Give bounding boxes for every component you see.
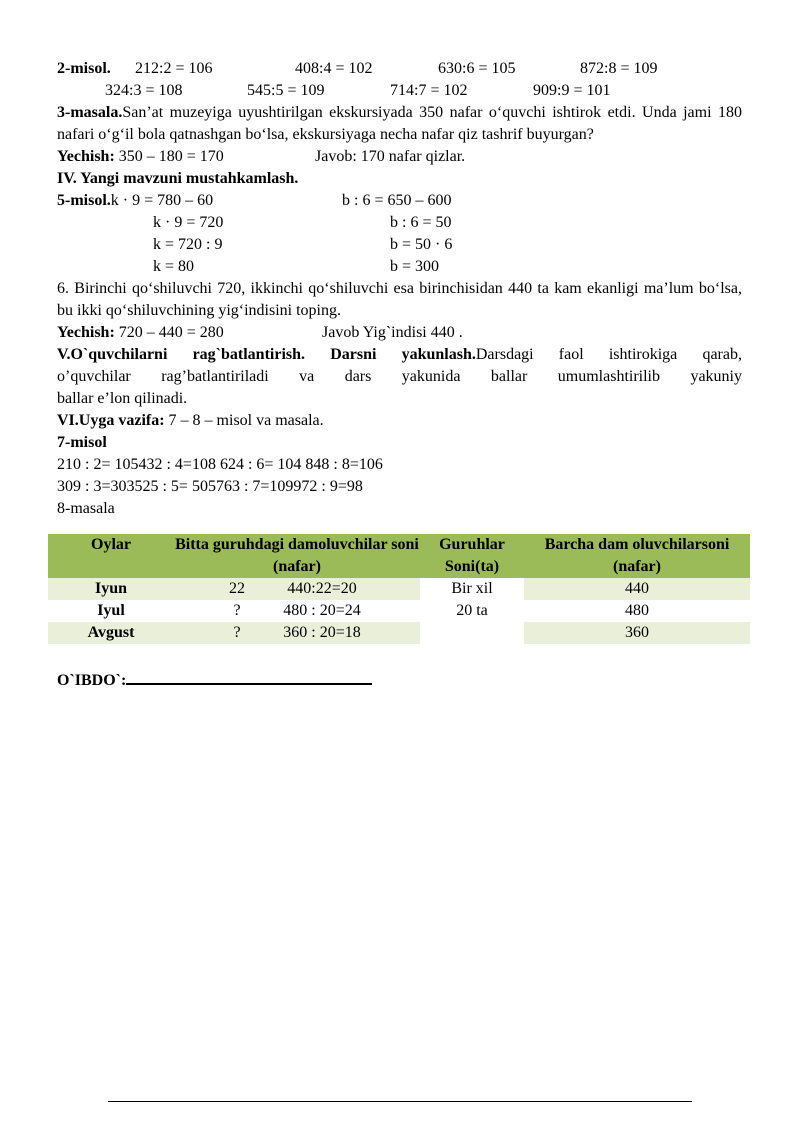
misol2-expr: 324:3 = 108 — [105, 82, 183, 99]
section6-label: VI.Uyga vazifa: — [57, 412, 165, 429]
month-cell: Avgust — [87, 624, 135, 641]
section5-line2: o’quvchilar rag’batlantiriladi va dars yakunida ballar umumlashtirilib yakuniy — [57, 368, 742, 385]
per-group-value: 22 — [229, 580, 245, 597]
total-cell: 480 — [625, 602, 649, 619]
misol7-line: 309 : 3=303525 : 5= 505763 : 7=109972 : 9=98 — [57, 478, 363, 495]
misol2-expr: 408:4 = 102 — [295, 60, 373, 77]
month-cell: Iyun — [94, 580, 128, 597]
misol2-expr: 630:6 = 105 — [438, 60, 516, 77]
signature-block — [57, 667, 372, 690]
groups-line: Bir xil — [451, 580, 493, 597]
masala3-paragraph — [57, 102, 742, 146]
misol5-left: k · 9 = 780 – 60 — [110, 192, 214, 209]
misol5-right: b = 50 · 6 — [390, 236, 453, 253]
task6-javob: Javob Yig`indisi 440 . — [322, 324, 463, 341]
misol5-label: 5-misol. — [57, 192, 111, 209]
task6-paragraph: 6. Birinchi qo‘shiluvchi 720, ikkinchi qo‘shiluvchi esa birinchisidan 440 ta kam ekanligi ma’lum bo‘lsa, bu ikki qo‘shiluvchining yig‘indisini toping. — [57, 280, 742, 319]
document-body — [57, 58, 742, 520]
section5-line1 — [57, 344, 742, 366]
yechish-label: Yechish: — [57, 324, 115, 341]
yechish-label: Yechish: — [57, 148, 115, 165]
misol5-row — [57, 234, 742, 256]
misol5-left: k = 80 — [153, 258, 195, 275]
per-group-value: ? — [233, 624, 241, 641]
masala3-text: San’at muzeyiga uyushtirilgan ekskursiyada 350 nafar o‘quvchi ishtirok etdi. Unda jami 180 nafari o‘g‘il bola qatnashgan bo‘lsa, ekskursiyaga necha nafar qiz tashrif buyurgan? — [57, 104, 742, 143]
misol7-line: 210 : 2= 105432 : 4=108 624 : 6= 104 848 : 8=106 — [57, 456, 383, 473]
total-cell: 440 — [625, 580, 649, 597]
task6-yechish: 720 – 440 = 280 — [118, 324, 224, 341]
signature-line — [126, 667, 372, 685]
per-group-cell — [174, 622, 420, 644]
total-cell: 360 — [625, 624, 649, 641]
table-row — [48, 600, 750, 622]
signature-label: O`IBDO`: — [57, 672, 127, 689]
misol2-label: 2-misol. — [57, 60, 111, 77]
table-header-cell: Oylar — [48, 534, 174, 578]
misol5-right: b = 300 — [390, 258, 440, 275]
misol5-right: b : 6 = 50 — [390, 214, 452, 231]
table-row — [48, 578, 750, 600]
section4-heading: IV. Yangi mavzuni mustahkamlash. — [57, 170, 299, 187]
masala3-solution — [57, 146, 742, 168]
section5-heading: V.O`quvchilarni rag`batlantirish. Darsni yakunlash. — [57, 346, 476, 363]
misol7-label: 7-misol — [57, 434, 107, 451]
section6-text: 7 – 8 – misol va masala. — [164, 412, 324, 429]
misol2-row1 — [57, 58, 742, 80]
table-header-row — [48, 534, 750, 578]
section6-heading — [57, 410, 742, 432]
groups-line: 20 ta — [456, 602, 488, 619]
misol5-right: b : 6 = 650 – 600 — [342, 192, 452, 209]
table-header-cell: Barcha dam oluvchilarsoni (nafar) — [524, 534, 750, 578]
misol5-left: k = 720 : 9 — [153, 236, 223, 253]
misol5-left: k · 9 = 720 — [153, 214, 224, 231]
section5-text: Darsdagi faol ishtirokiga qarab, — [475, 346, 742, 363]
month-cell: Iyul — [97, 602, 125, 619]
misol2-expr: 545:5 = 109 — [247, 82, 325, 99]
masala8-label: 8-masala — [57, 500, 115, 517]
groups-cell — [420, 578, 524, 644]
masala3-javob: Javob: 170 nafar qizlar. — [315, 148, 466, 165]
section5-line3: ballar e’lon qilinadi. — [57, 390, 188, 407]
table-header-cell: Guruhlar Soni(ta) — [420, 534, 524, 578]
footer-divider — [108, 1101, 692, 1102]
misol5-row — [57, 256, 742, 278]
masala3-label: 3-masala. — [57, 104, 123, 121]
misol5-row — [57, 190, 742, 212]
per-group-cell — [174, 578, 420, 600]
per-group-calc: 360 : 20=18 — [283, 624, 361, 641]
misol2-expr: 212:2 = 106 — [135, 60, 213, 77]
per-group-value: ? — [233, 602, 241, 619]
per-group-cell — [174, 600, 420, 622]
misol2-expr: 714:7 = 102 — [390, 82, 468, 99]
masala8-table — [48, 534, 750, 644]
task6-solution — [57, 322, 742, 344]
misol5-row — [57, 212, 742, 234]
table-row — [48, 622, 750, 644]
misol2-expr: 872:8 = 109 — [580, 60, 658, 77]
misol2-expr: 909:9 = 101 — [533, 82, 611, 99]
per-group-calc: 440:22=20 — [287, 580, 357, 597]
misol2-row2 — [57, 80, 742, 102]
per-group-calc: 480 : 20=24 — [283, 602, 361, 619]
masala3-yechish: 350 – 180 = 170 — [118, 148, 224, 165]
table-header-cell: Bitta guruhdagi damoluvchilar soni (nafar) — [174, 534, 420, 578]
